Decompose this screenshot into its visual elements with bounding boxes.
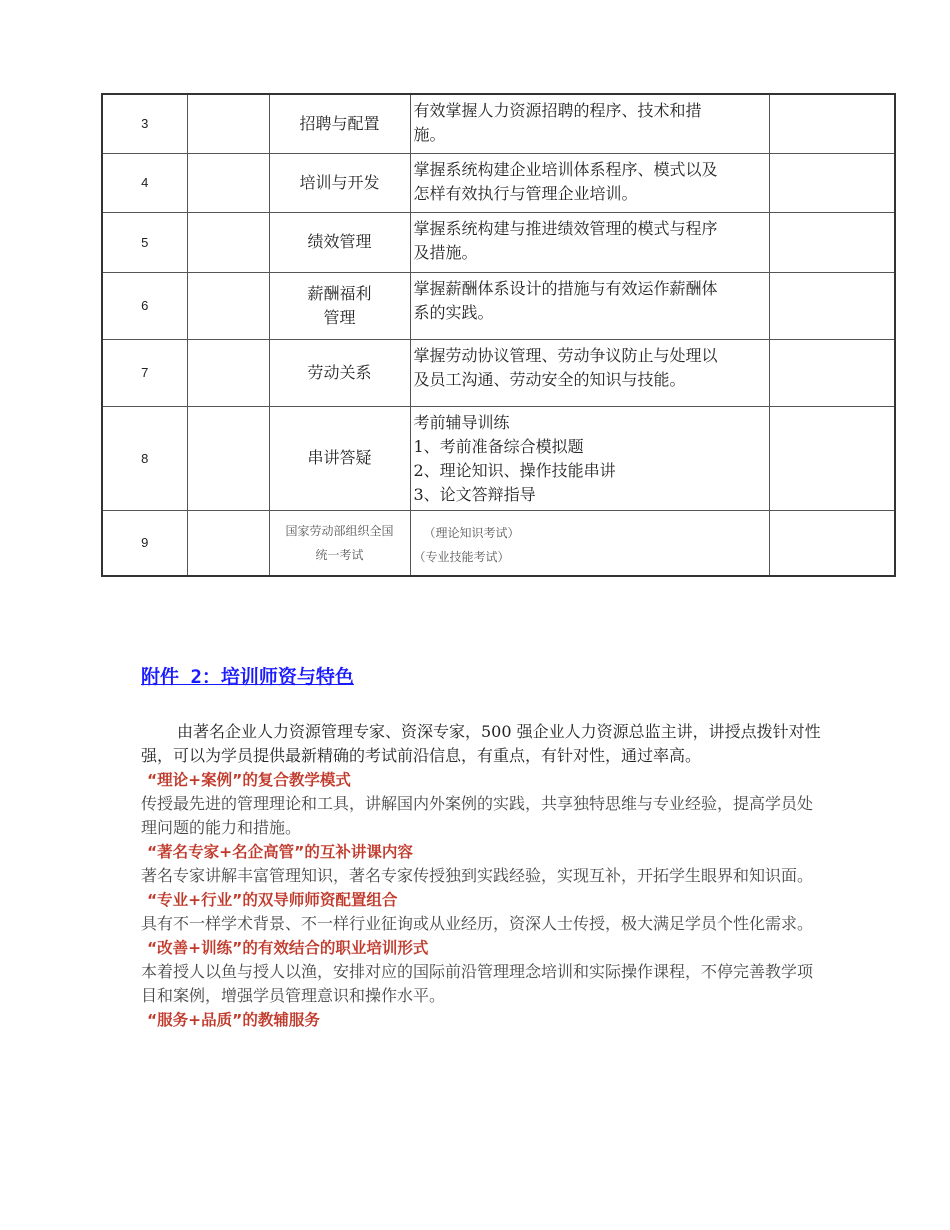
- row-number: 7: [102, 339, 187, 406]
- empty-cell: [187, 94, 269, 153]
- course-name: [269, 339, 410, 406]
- course-name: [269, 94, 410, 153]
- course-description-line: 及措施。: [413, 242, 478, 262]
- course-description: [410, 212, 769, 272]
- feature-body: 传授最先进的管理理论和工具，讲解国内外案例的实践，共享独特思维与专业经验，提高学员处理问题的能力和措施。: [141, 794, 814, 837]
- empty-cell: [187, 339, 269, 406]
- course-description-line: 系的实践。: [413, 302, 494, 322]
- course-description-line: 及员工沟通、劳动安全的知识与技能。: [413, 369, 686, 389]
- course-name: [269, 153, 410, 212]
- course-description: [410, 153, 769, 212]
- row-number: 4: [102, 153, 187, 212]
- course-description-line: 1、考前准备综合模拟题: [413, 436, 584, 456]
- table-row: [102, 94, 895, 153]
- row-number: 8: [102, 406, 187, 510]
- course-description-line: （专业技能考试）: [413, 549, 510, 564]
- empty-cell: [769, 153, 895, 212]
- table-row: [102, 339, 895, 406]
- course-description-line: 掌握系统构建与推进绩效管理的模式与程序: [413, 218, 718, 238]
- course-description: [410, 94, 769, 153]
- course-description-line: 考前辅导训练: [413, 412, 510, 432]
- feature-body: 本着授人以鱼与授人以渔，安排对应的国际前沿管理理念培训和实际操作课程，不停完善教学项目和案例，增强学员管理意识和操作水平。: [141, 962, 814, 1005]
- course-name: [269, 212, 410, 272]
- row-number: 3: [102, 94, 187, 153]
- table-row: [102, 272, 895, 339]
- course-name: [269, 510, 410, 576]
- table-row: [102, 153, 895, 212]
- course-name-line: 绩效管理: [307, 232, 372, 251]
- attachment-title[interactable]: 附件 2：培训师资与特色: [141, 666, 354, 688]
- course-description-line: 施。: [413, 125, 446, 144]
- course-description: [410, 272, 769, 339]
- empty-cell: [187, 212, 269, 272]
- feature-heading: “服务+品质”的教辅服务: [147, 1011, 320, 1029]
- course-name-line: 国家劳动部组织全国: [285, 523, 394, 538]
- intro-paragraph: 由著名企业人力资源管理专家、资深专家，500 强企业人力资源总监主讲，讲授点拨针对性强，可以为学员提供最新精确的考试前沿信息，有重点，有针对性，通过率高。: [141, 722, 821, 765]
- feature-body: 具有不一样学术背景、不一样行业征询或从业经历，资深人士传授，极大满足学员个性化需求。: [141, 914, 814, 933]
- empty-cell: [187, 153, 269, 212]
- empty-cell: [769, 510, 895, 576]
- empty-cell: [187, 510, 269, 576]
- empty-cell: [769, 339, 895, 406]
- empty-cell: [187, 406, 269, 510]
- course-description-line: 怎样有效执行与管理企业培训。: [413, 183, 638, 203]
- features-list: [141, 768, 826, 1032]
- course-name-line: 串讲答疑: [307, 448, 372, 467]
- course-description: [410, 510, 769, 576]
- feature-heading: “著名专家+名企高管”的互补讲课内容: [147, 843, 413, 861]
- row-number: 9: [102, 510, 187, 576]
- feature-heading: “改善+训练”的有效结合的职业培训形式: [147, 939, 429, 957]
- empty-cell: [769, 406, 895, 510]
- empty-cell: [187, 272, 269, 339]
- course-description-line: 掌握薪酬体系设计的措施与有效运作薪酬体: [413, 278, 718, 298]
- empty-cell: [769, 94, 895, 153]
- empty-cell: [769, 272, 895, 339]
- course-description-line: （理论知识考试）: [423, 525, 520, 540]
- course-description-line: 有效掌握人力资源招聘的程序、技术和措: [413, 101, 702, 120]
- row-number: 5: [102, 212, 187, 272]
- course-name: [269, 406, 410, 510]
- feature-heading: “理论+案例”的复合教学模式: [147, 771, 351, 789]
- course-table: [101, 93, 896, 577]
- empty-cell: [769, 212, 895, 272]
- course-description: [410, 339, 769, 406]
- table-row: [102, 510, 895, 576]
- course-description-line: 掌握系统构建企业培训体系程序、模式以及: [413, 159, 718, 179]
- course-table-body: [102, 94, 895, 576]
- course-name: [269, 272, 410, 339]
- row-number: 6: [102, 272, 187, 339]
- table-row: [102, 406, 895, 510]
- feature-body: 著名专家讲解丰富管理知识，著名专家传授独到实践经验，实现互补，开拓学生眼界和知识面。: [141, 866, 814, 885]
- course-description-line: 2、理论知识、操作技能串讲: [413, 460, 616, 480]
- course-name-line: 招聘与配置: [299, 113, 380, 133]
- course-name-line: 统一考试: [315, 547, 364, 562]
- course-description: [410, 406, 769, 510]
- teacher-features-section: [141, 720, 826, 1032]
- feature-heading: “专业+行业”的双导师师资配置组合: [147, 891, 398, 909]
- course-description-line: 3、论文答辩指导: [413, 484, 536, 504]
- table-row: [102, 212, 895, 272]
- course-name-line: 劳动关系: [307, 362, 372, 382]
- course-name-line: 薪酬福利: [307, 283, 372, 303]
- course-description-line: 掌握劳动协议管理、劳动争议防止与处理以: [413, 345, 718, 365]
- course-name-line: 培训与开发: [299, 172, 380, 192]
- course-name-line: 管理: [323, 307, 356, 327]
